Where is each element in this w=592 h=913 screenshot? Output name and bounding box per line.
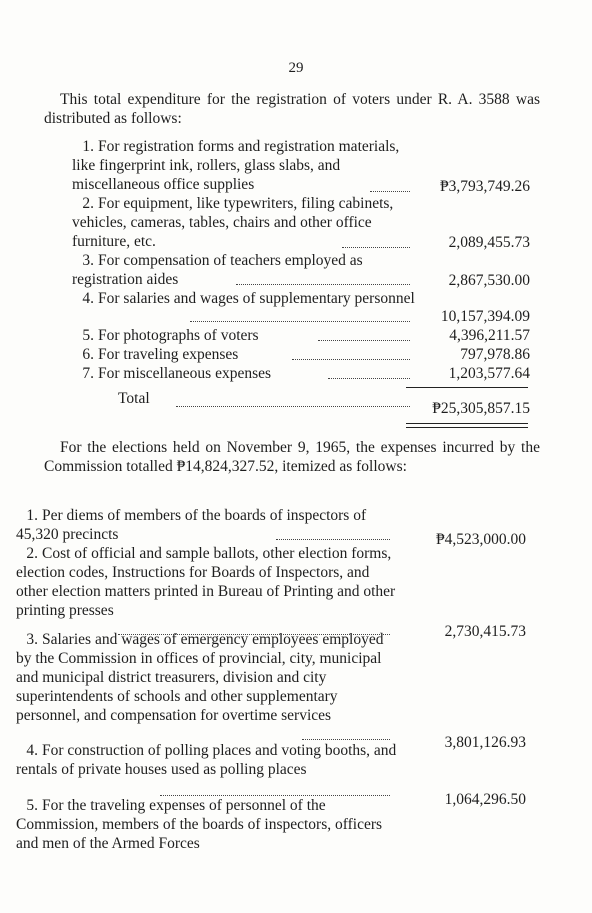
s2-amount-4: 1,064,296.50 [444,791,526,808]
leader-dots [190,321,410,322]
item-number: 1. [26,507,38,524]
leader-dots [276,539,390,540]
item-number: 3. [82,252,94,269]
elections-text: For the elections held on November 9, 1965, the expenses incurred by the Commission totalled ₱14,824,327.52, itemized as follows: [44,439,540,475]
item-text: For registration forms and registration materials, like fingerprint ink, rollers, glass slabs, and miscellaneous office supplies [72,138,400,193]
page-number: 29 [288,60,304,76]
item-number: 2. [82,195,94,212]
leader-dots [176,406,410,407]
s1-amount-1: ₱3,793,749.26 [440,178,530,195]
s2-amount-1: ₱4,523,000.00 [436,531,526,548]
item-text: For equipment, like typewriters, filing cabinets, vehicles, cameras, tables, chairs and other office furniture, etc. [72,195,394,250]
item-text: Cost of official and sample ballots, other election forms, election codes, Instructions for Boards of Inspectors, and other election matters printed in Bureau of Printing and other printing presses [16,545,396,619]
item-text: For miscellaneous expenses [98,365,272,382]
total-amount: ₱25,305,857.15 [432,400,530,417]
item-text: For construction of polling places and voting booths, and rentals of private houses used as polling places [16,742,397,778]
item-text: For traveling expenses [98,346,239,363]
elections-paragraph [44,438,540,476]
item-text: For the traveling expenses of personnel of the Commission, members of the boards of inspectors, officers and men of the Armed Forces [16,797,383,852]
s2-amount-2: 2,730,415.73 [444,623,526,640]
leader-dots [236,284,410,285]
s1-item-2 [72,194,418,251]
item-number: 5. [82,327,94,344]
leader-dots [118,634,390,635]
item-text: For photographs of voters [98,327,259,344]
leader-dots [318,340,410,341]
s1-amount-3: 2,867,530.00 [448,272,530,289]
s1-amount-2: 2,089,455.73 [448,234,530,251]
s1-amount-4: 10,157,394.09 [440,308,530,325]
s1-amount-7: 1,203,577.64 [448,365,530,382]
s1-item-1 [72,137,418,194]
item-number: 7. [82,365,94,382]
item-number: 4. [26,742,38,759]
total-double-rule [406,423,528,428]
leader-dots [160,795,390,796]
s2-item-2 [16,544,400,620]
leader-dots [370,191,410,192]
s2-item-4 [16,741,400,779]
s1-item-6 [72,345,418,364]
s1-item-4 [72,289,418,308]
leader-dots [292,359,410,360]
s2-item-3 [16,630,400,725]
leader-dots [342,247,410,248]
s1-amount-5: 4,396,211.57 [449,327,530,344]
item-number: 5. [26,797,38,814]
total-label: Total [118,390,150,407]
item-number: 6. [82,346,94,363]
leader-dots [328,378,410,379]
item-number: 4. [82,290,94,307]
item-text: Per diems of members of the boards of inspectors of 45,320 precincts [16,507,367,543]
item-text: Salaries and wages of emergency employees employed by the Commission in offices of provincial, city, municipal and municipal district treasurers, division and city superintendents of schools and other supplementary personnel, and compensation for overtime services [16,631,384,724]
total-rule [406,387,528,388]
item-number: 1. [82,138,94,155]
s1-item-7 [72,364,418,383]
s1-amount-6: 797,978.86 [460,346,530,363]
s1-item-5 [72,326,418,345]
item-number: 2. [26,545,38,562]
item-text: For compensation of teachers employed as registration aides [72,252,363,288]
intro-paragraph [44,90,540,128]
s2-amount-3: 3,801,126.93 [444,734,526,751]
leader-dots [302,739,390,740]
item-number: 3. [26,631,38,648]
s2-item-5 [16,796,400,853]
intro-text: This total expenditure for the registration of voters under R. A. 3588 was distributed as follows: [44,91,540,127]
item-text: For salaries and wages of supplementary personnel [98,290,415,307]
